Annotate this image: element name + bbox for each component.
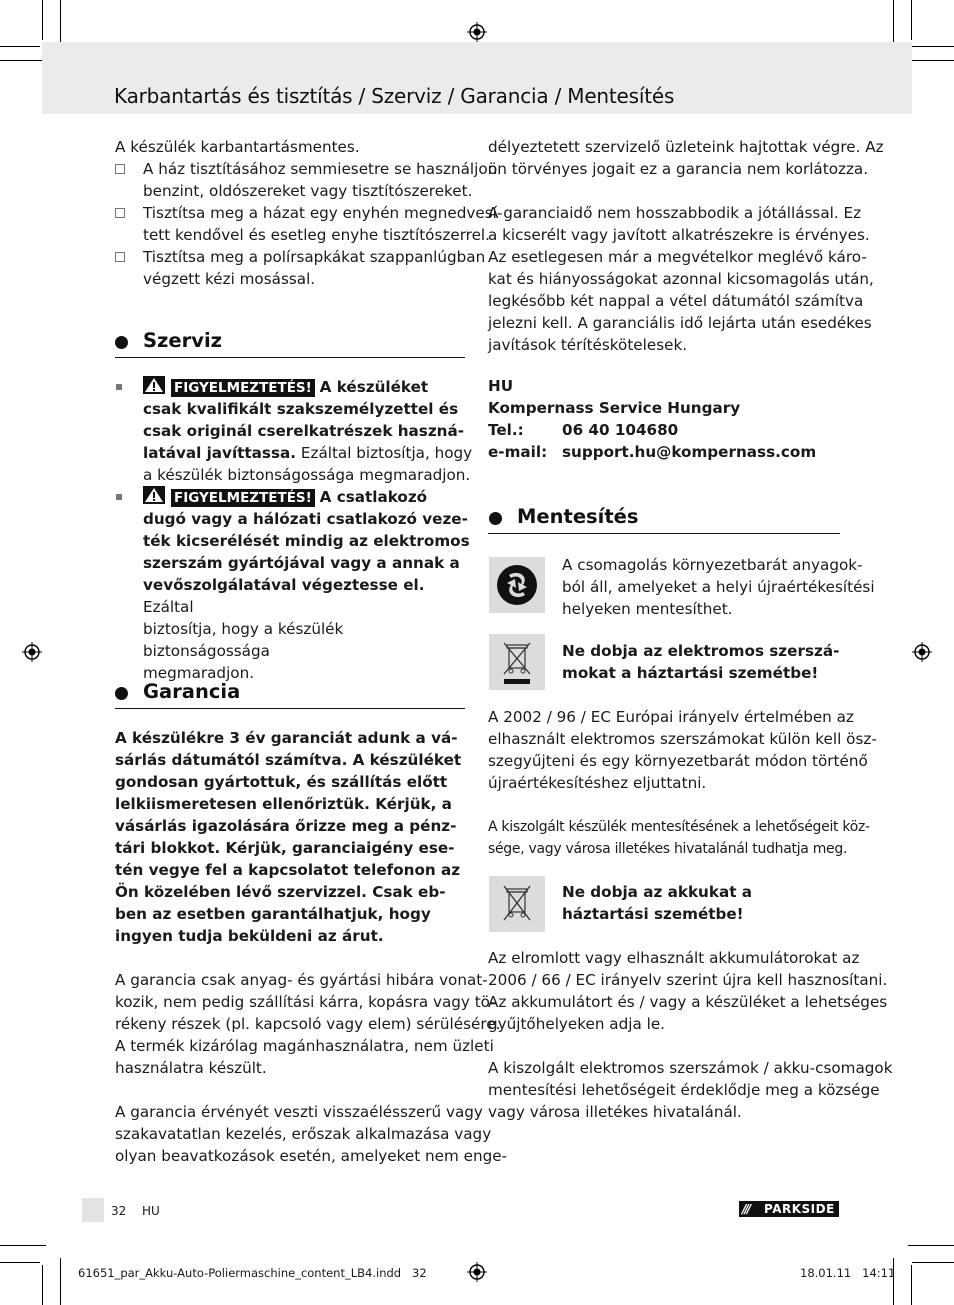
text-line: A kiszolgált elektromos szerszámok / akku-csomagok [488,1059,893,1077]
crop-mark [908,60,954,61]
registration-mark-icon [467,1262,487,1282]
tel-label: Tel.: [488,421,524,439]
warning-line: csak originál cserelkatrészek haszná- [143,422,465,440]
bullet-icon [115,164,125,174]
warning-line: ték kicserélését mindig az elektromos [143,532,470,550]
email-label: e-mail: [488,443,548,461]
page-title: Karbantartás és tisztítás / Szerviz / Garancia / Mentesítés [114,84,675,108]
service-country: HU [488,377,514,395]
weee-warning [562,640,839,684]
text-line: A kiszolgált készülék mentesítésének a lehetőségeit köz- [488,819,870,835]
intro-text: A készülék karbantartásmentes. [115,138,360,156]
brand-name: PARKSIDE [764,1202,835,1216]
text-line: vásárlás igazolására őrizze meg a pénz- [115,817,457,835]
list-item-line: Tisztítsa meg a polírsapkákat szappanlúgban [143,248,486,266]
warning-line: dugó vagy a hálózati csatlakozó veze- [143,510,468,528]
text-line: A garanciaidő nem hosszabbodik a jótállással. Ez [488,204,862,222]
list-item-line: benzint, oldószereket vagy tisztítószereket. [143,182,473,200]
text-line: Ön közelében lévő szervizzel. Csak eb- [115,883,446,901]
registration-mark-icon [22,642,42,662]
battery-paragraph [488,947,887,1035]
right-paragraph-1 [488,136,884,180]
battery-bin-icon [489,876,545,932]
text-line: kat és hiányosságokat azonnal kicsomagolás után, [488,270,874,288]
crop-mark [912,1262,954,1263]
language-code: HU [142,1204,160,1218]
list-item-line: A ház tisztításához semmiesetre se használjon [143,160,498,178]
text-line: Ne dobja az akkukat a [562,883,752,901]
text-line: legkésőbb két nappal a vétel dátumától számítva [488,292,864,310]
text-line: A garancia csak anyag- és gyártási hibára vonat- [115,971,488,989]
service-name: Kompernass Service Hungary [488,399,741,417]
text-line: Az akkumulátort és / vagy a készüléket a lehetséges [488,993,888,1011]
list-item [143,158,497,202]
page-number: 32 [111,1204,127,1218]
email-value[interactable]: support.hu@kompernass.com [562,443,817,461]
warning-line [143,376,473,398]
warning-text: vevőszolgálatával végeztesse el. [143,576,425,594]
list-item-line: tett kendővel és esetleg enyhe tisztítószerrel. [143,226,490,244]
text-line: olyan beavatkozások esetén, amelyeket nem enge- [115,1147,508,1165]
crop-mark [908,1245,954,1246]
registration-mark-icon [467,22,487,42]
page-number-box [82,1198,104,1222]
crop-mark [893,0,894,46]
crop-mark [0,46,40,47]
recycle-symbol-icon [489,557,545,613]
warning-line: szerszám gyártójával vagy a annak a [143,554,460,572]
text-line: ingyen tudja beküldeni az árut. [115,927,384,945]
warning-triangle-icon [143,376,165,394]
file-info: 61651_par_Akku-Auto-Poliermaschine_content_LB4.indd 32 [78,1266,427,1280]
crop-mark [911,1265,912,1305]
warning-label: FIGYELMEZTETÉS! [171,379,315,397]
text-line: mentesítési lehetőségeit érdeklődje meg a községe [488,1081,880,1099]
text-line: helyeken mentesíthet. [562,600,733,618]
crop-mark [0,1262,40,1263]
registration-mark-icon [912,642,932,662]
bullet-icon [115,208,125,218]
crop-mark [911,0,912,40]
text-line: A csomagolás környezetbarát anyagok- [562,556,863,574]
text-line: jelezni kell. A garanciális idő lejárta után esedékes [488,314,872,332]
weee-bin-icon [489,634,545,690]
crop-mark [912,46,954,47]
warning-text: latával javíttassa. [143,444,297,462]
text-line: ból áll, amelyeket a helyi újraértékesítési [562,578,875,596]
brand-logo [739,1201,839,1217]
text-line: kozik, nem pedig szállítási kárra, kopásra vagy tö- [115,993,496,1011]
section-heading-mentesites: Mentesítés [517,505,639,528]
list-item [143,202,502,246]
text-line: A termék kizárólag magánhasználatra, nem üzleti [115,1037,494,1055]
battery-warning [562,881,752,925]
crop-mark [60,0,61,46]
text-line: mokat a háztartási szemétbe! [562,664,819,682]
text-line: tári blokkot. Kérjük, garanciaigény ese- [115,839,455,857]
text-line: A készülékre 3 év garanciát adunk a vá- [115,729,458,747]
text-line: gondosan gyártottuk, és szállítás előtt [115,773,448,791]
local-disposal-paragraph [488,816,870,860]
warning-triangle-icon [143,486,165,504]
text-line: vagy városa illetékes hivatalánál. [488,1103,742,1121]
text-line: használatra készült. [115,1059,267,1077]
text-line: lelkiismeretesen ellenőriztük. Kérjük, a [115,795,452,813]
warning-text: Ezáltal biztosítja, hogy [300,444,473,462]
warning-line: csak kvalifikált szakszemélyzettel és [143,400,459,418]
warning-text: Ezáltal [143,598,194,616]
text-line: a kicserélt vagy javított alkatrészekre is érvényes. [488,226,870,244]
warning-text: A csatlakozó [319,488,428,506]
text-line: ben az esetben garantálhatjuk, hogy [115,905,431,923]
crop-mark [0,60,46,61]
recycle-icon [489,557,545,613]
warning-2 [143,486,473,684]
text-line: szegyűjteni és egy környezetbarát módon történő [488,752,868,770]
right-paragraph-2 [488,202,874,356]
text-line: háztartási szemétbe! [562,905,744,923]
garancia-bold-paragraph [115,727,461,947]
list-item [143,246,485,290]
warning-line: a készülék biztonságossága megmaradjon. [143,466,471,484]
text-line: újraértékesítéshez eljuttatni. [488,774,707,792]
list-item-line: Tisztítsa meg a házat egy enyhén megnedvesí- [143,204,503,222]
warning-line: megmaradjon. [143,664,255,682]
bullet-icon [116,384,122,390]
warning-line [143,442,473,464]
text-line: elhasznált elektromos szerszámokat külön kell ösz- [488,730,877,748]
garancia-paragraph-2 [115,969,500,1079]
text-line: sége, vagy városa illetékes hivatalánál tudhatja meg. [488,841,848,857]
text-line: szakavatatlan kezelés, erőszak alkalmazása vagy [115,1125,492,1143]
crop-mark [60,1258,61,1305]
warning-line: biztosítja, hogy a készülék biztonságossága [143,620,344,660]
text-line: ön törvényes jogait ez a garancia nem korlátozza. [488,160,869,178]
directive-paragraph [488,706,877,794]
list-item-line: végzett kézi mosással. [143,270,316,288]
text-line: rékeny részek (pl. kapcsoló vagy elem) sérülésére. [115,1015,501,1033]
crop-mark [42,1265,43,1305]
section-rule [115,708,465,709]
warning-text: A készüléket [319,378,429,396]
text-line: Ne dobja az elektromos szerszá- [562,642,840,660]
section-bullet-icon [115,687,128,700]
section-rule [488,533,840,534]
warning-label: FIGYELMEZTETÉS! [171,489,315,507]
garancia-paragraph-3 [115,1101,507,1167]
print-date: 18.01.11 14:11 [800,1266,896,1280]
section-rule [115,357,465,358]
text-line: Az elromlott vagy elhasznált akkumulátorokat az [488,949,860,967]
bullet-icon [115,252,125,262]
crop-mark [0,1245,46,1246]
warning-line [143,486,473,508]
text-line: gyűjtőhelyeken adja le. [488,1015,665,1033]
section-heading-garancia: Garancia [143,680,241,703]
text-line: Az esetlegesen már a megvételkor meglévő káro- [488,248,867,266]
text-line: A garancia érvényét veszti visszaélésszerű vagy [115,1103,483,1121]
section-bullet-icon [115,336,128,349]
text-line: tén vegye fel a kapcsolatot telefonon az [115,861,461,879]
crossed-bin-icon [489,876,545,932]
text-line: A 2002 / 96 / EC Európai irányelv értelmében az [488,708,854,726]
section-bullet-icon [489,512,502,525]
section-heading-szerviz: Szerviz [143,329,222,352]
warning-1 [143,376,473,486]
text-line: délyeztetett szervizelő üzleteink hajtottak végre. Az [488,138,884,156]
warning-line [143,574,473,618]
tel-value: 06 40 104680 [562,421,679,439]
final-paragraph [488,1057,893,1123]
recycle-text [562,554,875,620]
text-line: 2006 / 66 / EC irányelv szerint újra kell hasznosítani. [488,971,888,989]
bullet-icon [116,494,122,500]
text-line: sárlás dátumától számítva. A készüléket [115,751,462,769]
brand-stripes-icon: /// [742,1202,750,1216]
text-line: javítások térítéskötelesek. [488,336,688,354]
crossed-bin-icon [489,634,545,690]
crop-mark [42,0,43,40]
